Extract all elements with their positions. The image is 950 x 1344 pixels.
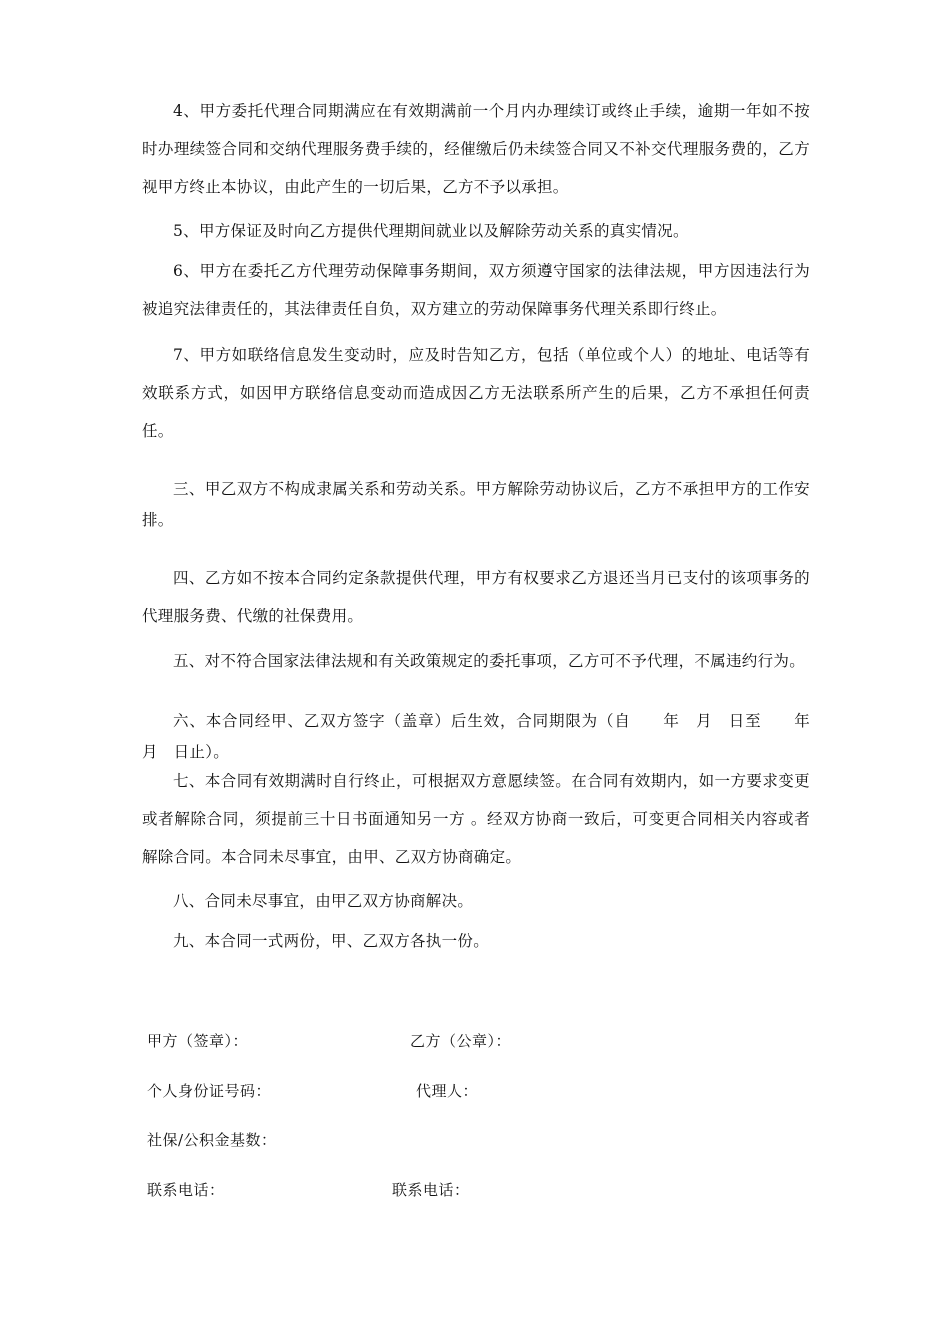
clause-6: 6、甲方在委托乙方代理劳动保障事务期间，双方须遵守国家的法律法规，甲方因违法行为被追究法律责任的，其法律责任自负，双方建立的劳动保障事务代理关系即行终止。	[142, 262, 810, 318]
section-7: 七、本合同有效期满时自行终止，可根据双方意愿续签。在合同有效期内，如一方要求变更或者解除合同，须提前三十日书面通知另一方 。经双方协商一致后，可变更合同相关内容或者解除合同。本合同未尽事宜，由甲、乙双方协商确定。	[142, 772, 810, 866]
section-3: 三、甲乙双方不构成隶属关系和劳动关系。甲方解除劳动协议后，乙方不承担甲方的工作安排。	[142, 480, 810, 529]
clause-5: 5、甲方保证及时向乙方提供代理期间就业以及解除劳动关系的真实情况。	[173, 222, 689, 240]
id-number-label: 个人身份证号码：	[147, 1082, 272, 1100]
agent-label: 代理人：	[416, 1082, 479, 1100]
section-6: 六、本合同经甲、乙双方签字（盖章）后生效，合同期限为（自 年 月 日至 年 月 日止）。	[142, 712, 826, 761]
section-8: 八、合同未尽事宜，由甲乙双方协商解决。	[173, 892, 474, 910]
party-a-phone-label: 联系电话：	[147, 1181, 225, 1199]
party-a-signature-label: 甲方（签章）：	[147, 1032, 249, 1050]
party-b-seal-label: 乙方（公章）：	[410, 1032, 512, 1050]
party-b-phone-label: 联系电话：	[392, 1181, 470, 1199]
clause-7: 7、甲方如联络信息发生变动时，应及时告知乙方，包括（单位或个人）的地址、电话等有效联系方式，如因甲方联络信息变动而造成因乙方无法联系所产生的后果，乙方不承担任何责任。	[142, 346, 810, 440]
section-4: 四、乙方如不按本合同约定条款提供代理，甲方有权要求乙方退还当月已支付的该项事务的代理服务费、代缴的社保费用。	[142, 569, 810, 625]
section-9: 九、本合同一式两份，甲、乙双方各执一份。	[173, 932, 490, 950]
social-security-base-label: 社保/公积金基数：	[147, 1131, 277, 1149]
clause-4: 4、甲方委托代理合同期满应在有效期满前一个月内办理续订或终止手续，逾期一年如不按时办理续签合同和交纳代理服务费手续的，经催缴后仍未续签合同又不补交代理服务费的，乙方视甲方终止本协议，由此产生的一切后果，乙方不予以承担。	[142, 102, 810, 196]
section-5: 五、对不符合国家法律法规和有关政策规定的委托事项，乙方可不予代理，不属违约行为。	[173, 652, 806, 670]
